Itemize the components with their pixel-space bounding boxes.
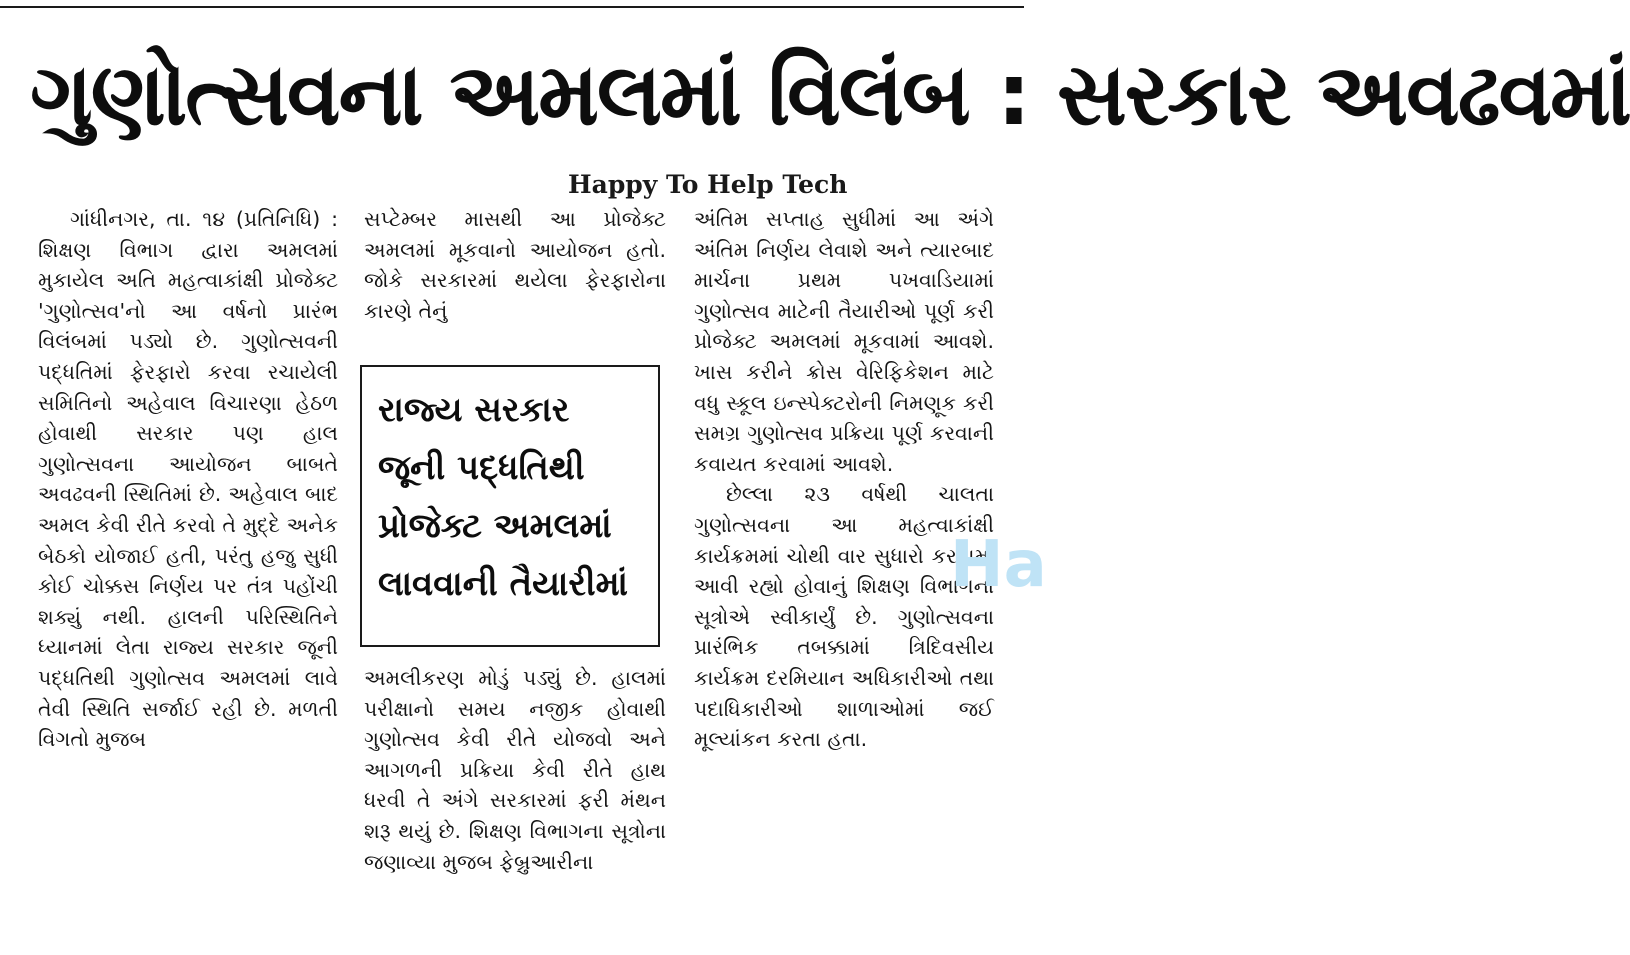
article-column-3	[694, 204, 994, 755]
article-column-1	[38, 204, 338, 755]
pull-quote-box: રાજ્ય સરકાર જૂની પદ્ધતિથી પ્રોજેક્ટ અમલમાં લાવવાની તૈયારીમાં	[360, 365, 660, 647]
column-3-paragraph-1: અંતિમ સપ્તાહ સુધીમાં આ અંગે અંતિમ નિર્ણય લેવાશે અને ત્યારબાદ માર્ચના પ્રથમ પખવાડિયામાં ગુણોત્સવ માટેની તૈયારીઓ પૂર્ણ કરી પ્રોજેક્ટ અમલમાં મૂકવામાં આવશે. ખાસ કરીને ક્રોસ વેરિફિકેશન માટે વધુ સ્કૂલ ઇન્સ્પેક્ટરોની નિમણૂક કરી સમગ્ર ગુણોત્સવ પ્રક્રિયા પૂર્ણ કરવાની કવાયત કરવામાં આવશે.	[694, 207, 994, 476]
article-column-2-bottom	[364, 663, 666, 877]
top-rule	[0, 6, 1024, 8]
column-2-bottom-text: અમલીકરણ મોડું પડ્યું છે. હાલમાં પરીક્ષાનો સમય નજીક હોવાથી ગુણોત્સવ કેવી રીતે યોજવો અને આગળની પ્રક્રિયા કેવી રીતે હાથ ધરવી તે અંગે સરકારમાં ફરી મંથન શરૂ થયું છે. શિક્ષણ વિભાગના સૂત્રોના જણાવ્યા મુજબ ફેબ્રુઆરીના	[364, 666, 666, 874]
headline: ગુણોત્સવના અમલમાં વિલંબ : સરકાર અવઢવમાં	[30, 45, 1630, 145]
column-1-text: ગાંધીનગર, તા. ૧૪ (પ્રતિનિધિ) : શિક્ષણ વિભાગ દ્વારા અમલમાં મુકાયેલ અતિ મહત્વાકાંક્ષી પ્રોજેક્ટ 'ગુણોત્સવ'નો આ વર્ષનો પ્રારંભ વિલંબમાં પડ્યો છે. ગુણોત્સવની પદ્ધતિમાં ફેરફારો કરવા રચાયેલી સમિતિનો અહેવાલ વિચારણા હેઠળ હોવાથી સરકાર પણ હાલ ગુણોત્સવના આયોજન બાબતે અવઢવની સ્થિતિમાં છે. અહેવાલ બાદ અમલ કેવી રીતે કરવો તે મુદ્દે અનેક બેઠકો યોજાઈ હતી, પરંતુ હજુ સુધી કોઈ ચોક્કસ નિર્ણય પર તંત્ર પહોંચી શક્યું નથી. હાલની પરિસ્થિતિને ધ્યાનમાં લેતા રાજ્ય સરકાર જૂની પદ્ધતિથી ગુણોત્સવ અમલમાં લાવે તેવી સ્થિતિ સર્જાઈ રહી છે. મળતી વિગતો મુજબ	[38, 207, 338, 752]
watermark-text: Happy To Help Tech	[568, 170, 848, 199]
column-3-paragraph-2: છેલ્લા ૨૩ વર્ષથી ચાલતા ગુણોત્સવના આ મહત્વાકાંક્ષી કાર્યક્રમમાં ચોથી વાર સુધારો કરવામાં આવી રહ્યો હોવાનું શિક્ષણ વિભાગના સૂત્રોએ સ્વીકાર્યું છે. ગુણોત્સવના પ્રારંભિક તબક્કામાં ત્રિદિવસીય કાર્યક્રમ દરમિયાન અધિકારીઓ તથા પદાધિકારીઓ શાળાઓમાં જઈ મૂલ્યાંકન કરતા હતા.	[694, 482, 994, 752]
column-2-top-text: સપ્ટેમ્બર માસથી આ પ્રોજેક્ટ અમલમાં મૂકવાનો આયોજન હતો. જોકે સરકારમાં થયેલા ફેરફારોના કારણે તેનું	[364, 207, 666, 323]
side-watermark-fragment: Ha	[950, 528, 1047, 602]
article-column-2-top	[364, 204, 666, 326]
